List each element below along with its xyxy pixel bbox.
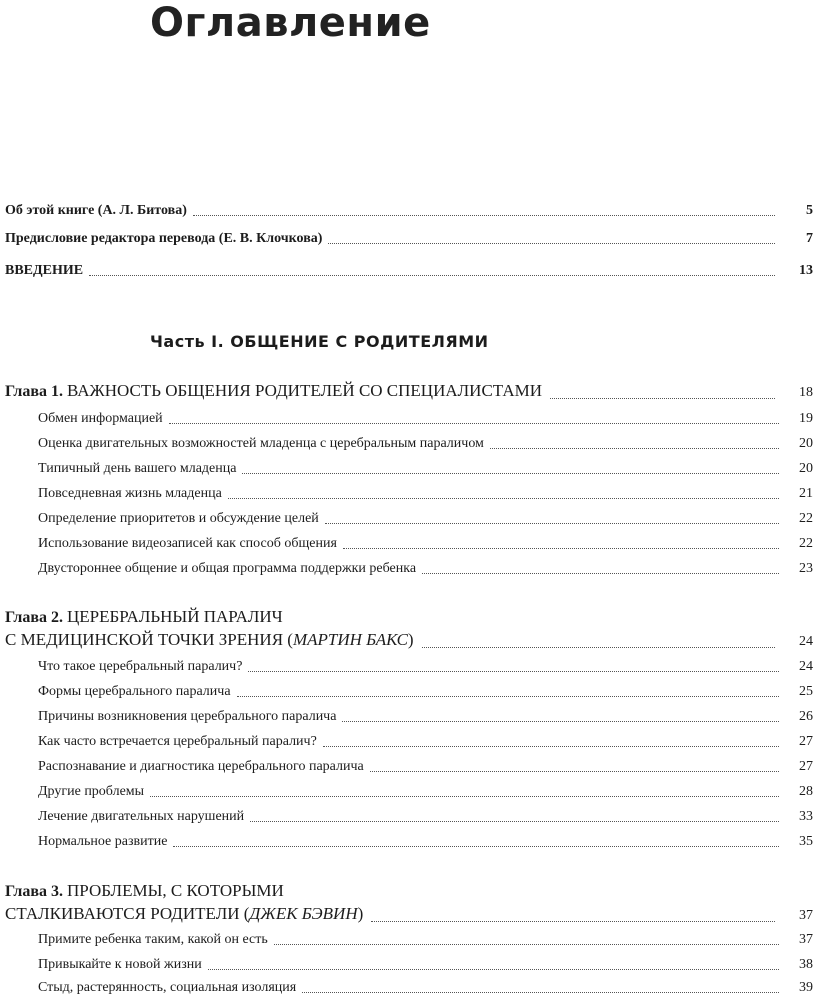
- toc-section[interactable]: [38, 658, 813, 676]
- dot-leader: [343, 547, 779, 549]
- toc-section-label: Стыд, растерянность, социальная изоляция: [38, 980, 297, 995]
- chapter-title-line2: СТАЛКИВАЮТСЯ РОДИТЕЛИ (: [5, 904, 250, 923]
- toc-page-number: 22: [799, 511, 813, 526]
- toc-page-number: 19: [799, 411, 813, 426]
- dot-leader: [274, 943, 779, 945]
- dot-leader: [328, 242, 775, 244]
- toc-page-number: 18: [799, 385, 813, 400]
- dot-leader: [208, 968, 779, 970]
- chapter-title: ВАЖНОСТЬ ОБЩЕНИЯ РОДИТЕЛЕЙ СО СПЕЦИАЛИСТАМИ: [67, 381, 542, 400]
- toc-chapter-1[interactable]: [5, 380, 813, 404]
- dot-leader: [342, 720, 779, 722]
- dot-leader: [169, 422, 779, 424]
- dot-leader: [325, 522, 779, 524]
- toc-page-number: 27: [799, 734, 813, 749]
- toc-section-label: Использование видеозаписей как способ общения: [38, 536, 337, 551]
- dot-leader: [237, 695, 779, 697]
- toc-entry-label: Предисловие редактора перевода (Е. В. Клочкова): [5, 231, 323, 246]
- toc-page-number: 20: [799, 461, 813, 476]
- dot-leader: [193, 214, 775, 216]
- toc-section[interactable]: [38, 435, 813, 453]
- toc-section[interactable]: [38, 410, 813, 428]
- toc-page-number: 13: [799, 263, 813, 278]
- toc-section-label: Типичный день вашего младенца: [38, 461, 237, 476]
- toc-entry-preface[interactable]: [5, 230, 813, 248]
- toc-section[interactable]: [38, 733, 813, 751]
- dot-leader: [490, 447, 779, 449]
- dot-leader: [323, 745, 779, 747]
- toc-section[interactable]: [38, 683, 813, 701]
- dot-leader: [550, 398, 775, 399]
- dot-leader: [89, 274, 775, 276]
- toc-page-number: 21: [799, 486, 813, 501]
- dot-leader: [173, 845, 779, 847]
- toc-page-number: 7: [806, 231, 813, 246]
- toc-page-number: 28: [799, 784, 813, 799]
- toc-entry-about[interactable]: [5, 202, 813, 220]
- toc-section[interactable]: [38, 535, 813, 553]
- toc-section[interactable]: [38, 931, 813, 949]
- toc-section-label: Оценка двигательных возможностей младенца с церебральным параличом: [38, 436, 484, 451]
- toc-section[interactable]: [38, 460, 813, 478]
- toc-page-number: 20: [799, 436, 813, 451]
- chapter-prefix: Глава 3.: [5, 883, 63, 900]
- toc-section[interactable]: [38, 956, 813, 974]
- toc-page-number: 37: [799, 932, 813, 947]
- dot-leader: [371, 921, 775, 922]
- toc-section[interactable]: [38, 560, 813, 578]
- dot-leader: [370, 770, 779, 772]
- toc-section-label: Причины возникновения церебрального паралича: [38, 709, 337, 724]
- dot-leader: [422, 647, 775, 648]
- toc-page-number: 24: [799, 634, 813, 649]
- toc-page-number: 24: [799, 659, 813, 674]
- toc-section-label: Что такое церебральный паралич?: [38, 659, 243, 674]
- toc-section[interactable]: [38, 758, 813, 776]
- toc-chapter-3[interactable]: [5, 880, 813, 927]
- dot-leader: [422, 572, 779, 574]
- toc-page-number: 27: [799, 759, 813, 774]
- toc-page-number: 22: [799, 536, 813, 551]
- toc-section[interactable]: [38, 979, 813, 997]
- toc-page-number: 33: [799, 809, 813, 824]
- toc-page-number: 25: [799, 684, 813, 699]
- toc-section[interactable]: [38, 783, 813, 801]
- toc-section-label: Как часто встречается церебральный паралич?: [38, 734, 317, 749]
- chapter-author: ДЖЕК БЭВИН: [249, 904, 358, 923]
- toc-section[interactable]: [38, 510, 813, 528]
- part-heading: Часть I. ОБЩЕНИЕ С РОДИТЕЛЯМИ: [150, 332, 489, 351]
- toc-page-number: 37: [799, 908, 813, 923]
- toc-page-number: 38: [799, 957, 813, 972]
- toc-section-label: Обмен информацией: [38, 411, 163, 426]
- chapter-title-line2: С МЕДИЦИНСКОЙ ТОЧКИ ЗРЕНИЯ (: [5, 630, 293, 649]
- dot-leader: [228, 497, 779, 499]
- toc-section-label: Двустороннее общение и общая программа поддержки ребенка: [38, 561, 417, 576]
- toc-section-label: Распознавание и диагностика церебрального паралича: [38, 759, 364, 774]
- toc-section-label: Формы церебрального паралича: [38, 684, 231, 699]
- toc-section-label: Определение приоритетов и обсуждение целей: [38, 511, 319, 526]
- dot-leader: [242, 472, 779, 474]
- dot-leader: [302, 991, 779, 993]
- toc-chapter-2[interactable]: [5, 606, 813, 653]
- toc-entry-label: Об этой книге (А. Л. Битова): [5, 203, 187, 218]
- toc-page-number: 5: [806, 203, 813, 218]
- toc-section[interactable]: [38, 808, 813, 826]
- chapter-prefix: Глава 2.: [5, 609, 63, 626]
- chapter-title-close: ): [407, 630, 414, 649]
- toc-entry-introduction[interactable]: [5, 262, 813, 280]
- toc-section[interactable]: [38, 485, 813, 503]
- dot-leader: [248, 670, 779, 672]
- toc-page-number: 23: [799, 561, 813, 576]
- chapter-title-line1: ПРОБЛЕМЫ, С КОТОРЫМИ: [67, 881, 284, 900]
- toc-section-label: Примите ребенка таким, какой он есть: [38, 932, 268, 947]
- dot-leader: [150, 795, 779, 797]
- toc-section-label: Повседневная жизнь младенца: [38, 486, 222, 501]
- toc-page-number: 39: [799, 980, 813, 995]
- toc-section-label: Лечение двигательных нарушений: [38, 809, 245, 824]
- toc-page-number: 35: [799, 834, 813, 849]
- dot-leader: [250, 820, 779, 822]
- toc-page-number: 26: [799, 709, 813, 724]
- toc-section-label: Нормальное развитие: [38, 834, 168, 849]
- page-title: Оглавление: [150, 0, 431, 46]
- toc-section-label: Привыкайте к новой жизни: [38, 957, 202, 972]
- chapter-title-line1: ЦЕРЕБРАЛЬНЫЙ ПАРАЛИЧ: [67, 607, 283, 626]
- chapter-author: МАРТИН БАКС: [292, 630, 408, 649]
- toc-entry-label: ВВЕДЕНИЕ: [5, 263, 84, 278]
- chapter-title-close: ): [357, 904, 364, 923]
- toc-section[interactable]: [38, 833, 813, 851]
- toc-section-label: Другие проблемы: [38, 784, 145, 799]
- toc-section[interactable]: [38, 708, 813, 726]
- chapter-prefix: Глава 1.: [5, 383, 63, 400]
